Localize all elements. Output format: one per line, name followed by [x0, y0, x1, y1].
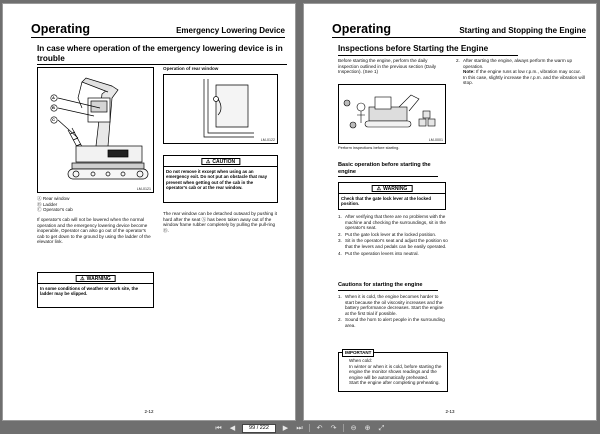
- zoom-in-icon[interactable]: ⊕: [364, 424, 371, 432]
- callout-c: C: [52, 117, 55, 122]
- step-2-text: 2. After starting the engine, always perform the warm up operation. Note: If the engine runs at low r.p.m., vibration may occur. In this case, slightly increase the r.p.m. and the vibration will stop.: [456, 58, 585, 86]
- figure-ref: LM-0122: [260, 138, 275, 142]
- warning-triangle-icon: ⚠: [376, 185, 382, 192]
- warning-badge: ⚠ WARNING: [372, 185, 413, 193]
- topic-title: Starting and Stopping the Engine: [459, 26, 586, 35]
- callout-b: B: [52, 105, 55, 110]
- legend-item: Ⓑ Ladder: [37, 201, 58, 207]
- page-number: 2-13: [445, 409, 455, 414]
- page-heading: Inspections before Starting the Engine: [338, 44, 518, 56]
- figure-ref: LM-0121: [136, 187, 151, 191]
- prev-page-icon[interactable]: ◀: [229, 424, 236, 432]
- warning-box: [37, 272, 154, 308]
- right-page: [303, 3, 597, 421]
- section-title: Operating: [332, 22, 392, 36]
- page-header: [332, 18, 586, 38]
- list-item: 2. Put the gate lock lever at the locked position.: [338, 231, 437, 237]
- important-line: When cold:: [349, 358, 372, 363]
- toolbar-divider: [309, 424, 310, 432]
- callout-a: A: [52, 95, 55, 100]
- important-line: In winter or when it is cold, before starting the engine the monitor shows readings and the engine will be automatically preheated.: [349, 363, 442, 380]
- intro-paragraph: Before starting the engine, perform the daily inspection outlined in the previous section (Daily Inspection). (See 1): [338, 58, 437, 75]
- list-item: 1. When it is cold, the engine becomes harder to start because the oil viscosity increases and the battery performance decreases. Start the engine at the first trial if possible.: [338, 294, 444, 316]
- forward-icon[interactable]: ↷: [330, 424, 337, 432]
- note-label: Note:: [463, 69, 475, 75]
- list-item: 1. After verifying that there are no problems with the machine and checking the surroundings, sit in the operator's seat.: [338, 214, 446, 231]
- page-header: [31, 18, 285, 38]
- caution-box: [163, 155, 278, 203]
- warning-triangle-icon: ⚠: [80, 275, 85, 282]
- caution-triangle-icon: ⚠: [205, 158, 211, 165]
- figure-legend: [37, 196, 154, 213]
- important-label: IMPORTANT: [342, 349, 374, 357]
- rear-window-figure: [163, 74, 278, 144]
- zoom-out-icon[interactable]: ⊖: [350, 424, 357, 432]
- warning-text: Check that the gate lock lever at the locked position.: [341, 196, 432, 207]
- basic-steps-list: [338, 214, 448, 257]
- left-page: [2, 3, 296, 421]
- page-number: 2-12: [144, 409, 154, 414]
- rear-window-illustration: [164, 75, 278, 144]
- list-item: 3. Sit in the operator's seat and adjust the position so that the levers and pedals can be easily operated.: [338, 238, 448, 249]
- inspection-illustration: [339, 85, 446, 144]
- warning-box: [338, 182, 446, 210]
- toolbar-divider: [343, 424, 344, 432]
- section-heading: Cautions for starting the engine: [338, 282, 438, 291]
- section-title: Operating: [31, 22, 91, 36]
- legend-item: Ⓒ Operator's cab: [37, 207, 73, 213]
- important-box: [338, 352, 448, 392]
- fit-icon[interactable]: ⤢: [378, 424, 385, 432]
- excavator-illustration: [38, 68, 154, 193]
- back-icon[interactable]: ↶: [316, 424, 323, 432]
- topic-title: Emergency Lowering Device: [176, 26, 285, 35]
- body-paragraph: The rear window can be detached outward by pushing it hard after the seat Ⓐ has been taken away out of the window frame rubber completely by pulling the pull-ring Ⓑ.: [163, 211, 277, 233]
- caution-badge: ⚠ CAUTION: [201, 158, 240, 166]
- inspection-figure: [338, 84, 446, 144]
- cautions-list: [338, 294, 448, 330]
- section-heading: Basic operation before starting the engine: [338, 162, 438, 177]
- warning-text: In some conditions of weather or work site, the ladder may be slipped.: [40, 286, 139, 297]
- figure-ref: LM-0001: [428, 138, 443, 142]
- note-text: If the engine runs at low r.p.m., vibration may occur. In this case, slightly increase the r.p.m. and the vibration will stop.: [463, 69, 585, 86]
- body-paragraph: If operator's cab will not be lowered when the normal operation and the emergency lowering device become inoperable, Operator can also go out of the operator's cab to get down to the ground by using the ladder of the elevator link.: [37, 217, 151, 245]
- page-number-input[interactable]: [242, 424, 276, 433]
- list-item: 2. Sound the horn to alert people in the surrounding area.: [338, 317, 445, 328]
- important-line: Start the engine after completing preheating.: [349, 380, 440, 386]
- legend-item: Ⓐ Rear window: [37, 196, 70, 201]
- warning-badge: ⚠ WARNING: [75, 275, 116, 283]
- figure-caption: Perform inspections before starting.: [338, 145, 400, 150]
- list-item: 4. Put the operation levers into neutral.: [338, 250, 419, 256]
- next-page-icon[interactable]: ▶: [282, 424, 289, 432]
- last-page-icon[interactable]: ⏭: [296, 424, 303, 432]
- first-page-icon[interactable]: ⏮: [215, 424, 222, 432]
- viewer-toolbar: [0, 422, 600, 434]
- page-heading: In case where operation of the emergency lowering device is in trouble: [37, 44, 287, 65]
- figure-caption: Operation of rear window: [163, 66, 219, 71]
- caution-text: Do not remove it except when using as an emergency exit. Do not put an obstacle that may prevent when getting out of the cab in the operator's cab or at the rear window.: [166, 169, 268, 191]
- excavator-figure: [37, 67, 154, 193]
